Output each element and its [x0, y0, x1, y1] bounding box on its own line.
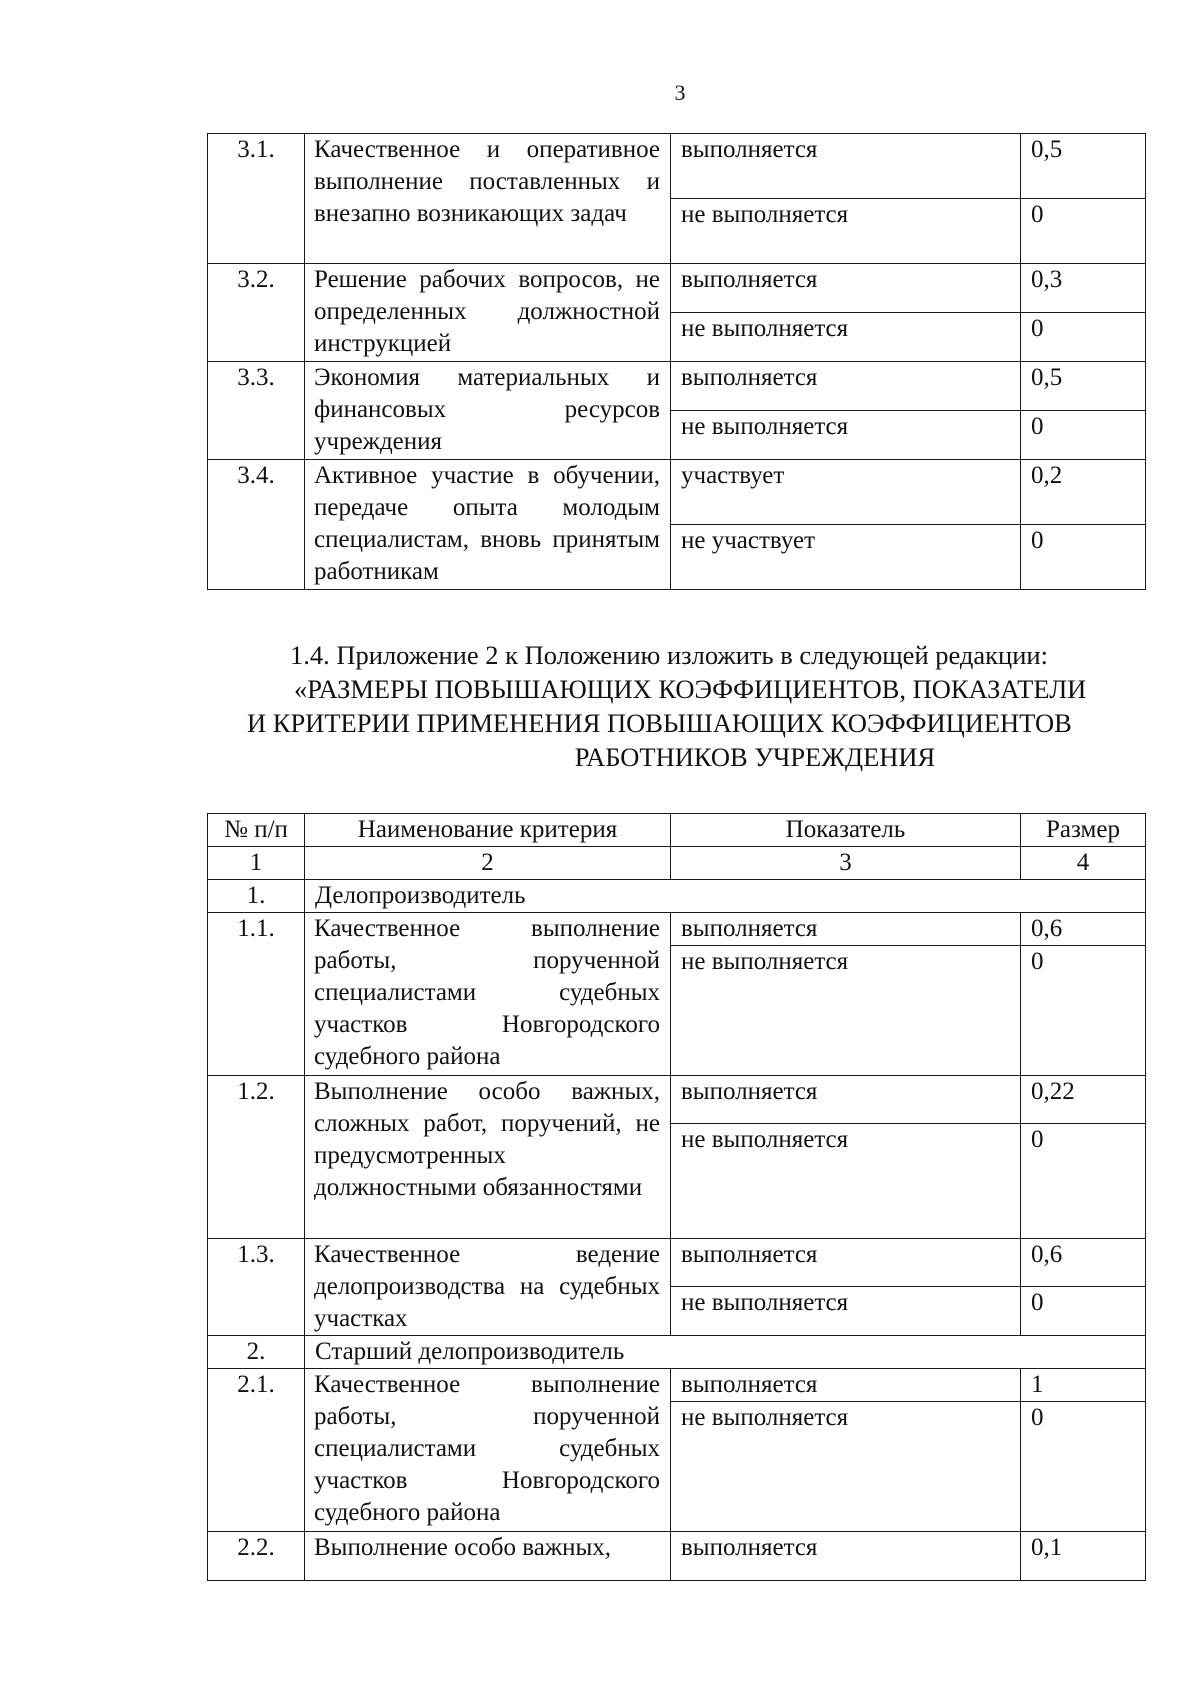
indicator-cell: выполняется	[671, 1076, 1021, 1124]
criterion-cell: Выполнение особо важных,	[305, 1532, 671, 1581]
amendment-text: 1.4. Приложение 2 к Положению изложить в следующей редакции:	[290, 640, 1048, 670]
value-cell: 0	[1021, 1402, 1146, 1532]
indicator-cell: не выполняется	[671, 1402, 1021, 1532]
row-number: 1.1.	[208, 913, 305, 1076]
indicator-cell: не выполняется	[671, 1124, 1021, 1239]
coefficients-table	[207, 813, 1146, 1581]
value-cell: 1	[1021, 1369, 1146, 1402]
indicator-cell: выполняется	[671, 1239, 1021, 1287]
indicator-cell: не выполняется	[671, 411, 1021, 460]
value-cell: 0	[1021, 946, 1146, 1076]
indicator-cell: выполняется	[671, 913, 1021, 946]
section-title	[305, 880, 1146, 913]
table-row	[208, 362, 1146, 411]
section-title-text: Старший делопроизводитель	[315, 1338, 625, 1365]
value-cell: 0,6	[1021, 913, 1146, 946]
indicator-cell: выполняется	[671, 1532, 1021, 1581]
row-number: 1.3.	[208, 1239, 305, 1336]
table-row	[208, 134, 1146, 199]
table-row	[208, 460, 1146, 525]
column-number: 1	[208, 847, 305, 880]
appendix-title-line-1: «РАЗМЕРЫ ПОВЫШАЮЩИХ КОЭФФИЦИЕНТОВ, ПОКАЗАТЕЛИ	[294, 674, 1087, 704]
table-row	[208, 1076, 1146, 1124]
indicator-cell: не выполняется	[671, 1287, 1021, 1336]
row-number: 3.3.	[208, 362, 305, 460]
criterion-cell: Качественное и оперативное выполнение поставленных и внезапно возникающих задач	[305, 134, 671, 264]
row-number: 2.2.	[208, 1532, 305, 1581]
criterion-cell: Решение рабочих вопросов, не определенных должностной инструкцией	[305, 264, 671, 362]
indicator-cell: выполняется	[671, 362, 1021, 411]
column-number: 2	[305, 847, 671, 880]
indicator-cell: не выполняется	[671, 313, 1021, 362]
criterion-cell: Качественное ведение делопроизводства на судебных участках	[305, 1239, 671, 1336]
criterion-cell: Экономия материальных и финансовых ресурсов учреждения	[305, 362, 671, 460]
section-title-text: Делопроизводитель	[315, 882, 526, 909]
indicator-cell: выполняется	[671, 264, 1021, 313]
header-row	[208, 814, 1146, 847]
row-number: 3.1.	[208, 134, 305, 264]
section-row	[208, 1336, 1146, 1369]
indicator-cell: не выполняется	[671, 946, 1021, 1076]
section-title	[305, 1336, 1146, 1369]
column-header: Наименование критерия	[305, 814, 671, 847]
value-cell: 0,2	[1021, 460, 1146, 525]
row-number: 2.1.	[208, 1369, 305, 1532]
indicator-cell: выполняется	[671, 1369, 1021, 1402]
table-row	[208, 1239, 1146, 1287]
section-row	[208, 880, 1146, 913]
table-row	[208, 1369, 1146, 1402]
value-cell: 0	[1021, 1287, 1146, 1336]
value-cell: 0	[1021, 313, 1146, 362]
appendix-title-line-3: РАБОТНИКОВ УЧРЕЖДЕНИЯ	[574, 742, 936, 772]
value-cell: 0	[1021, 411, 1146, 460]
section-number: 2.	[208, 1336, 305, 1369]
column-number-row	[208, 847, 1146, 880]
table-row	[208, 913, 1146, 946]
value-cell: 0,3	[1021, 264, 1146, 313]
table-row	[208, 264, 1146, 313]
criterion-cell: Активное участие в обучении, передаче опыта молодым специалистам, вновь принятым работникам	[305, 460, 671, 590]
indicator-cell: участвует	[671, 460, 1021, 525]
column-header: Показатель	[671, 814, 1021, 847]
value-cell: 0	[1021, 525, 1146, 590]
criterion-cell: Качественное выполнение работы, порученной специалистами судебных участков Новгородского судебного района	[305, 913, 671, 1076]
section-number: 1.	[208, 880, 305, 913]
table-row	[208, 1532, 1146, 1581]
indicator-cell: не выполняется	[671, 199, 1021, 264]
value-cell: 0,5	[1021, 362, 1146, 411]
indicator-cell: не участвует	[671, 525, 1021, 590]
row-number: 3.2.	[208, 264, 305, 362]
value-cell: 0,1	[1021, 1532, 1146, 1581]
column-number: 3	[671, 847, 1021, 880]
indicator-cell: выполняется	[671, 134, 1021, 199]
value-cell: 0,6	[1021, 1239, 1146, 1287]
value-cell: 0,22	[1021, 1076, 1146, 1124]
row-number: 1.2.	[208, 1076, 305, 1239]
row-number: 3.4.	[208, 460, 305, 590]
column-header: Размер	[1021, 814, 1146, 847]
amendment-heading	[200, 638, 1160, 774]
page-number: 3	[674, 80, 686, 105]
criterion-cell: Выполнение особо важных, сложных работ, поручений, не предусмотренных должностными обязанностями	[305, 1076, 671, 1239]
value-cell: 0	[1021, 1124, 1146, 1239]
criteria-table-continued	[207, 133, 1146, 590]
criterion-cell: Качественное выполнение работы, порученной специалистами судебных участков Новгородского судебного района	[305, 1369, 671, 1532]
column-header: № п/п	[208, 814, 305, 847]
column-number: 4	[1021, 847, 1146, 880]
value-cell: 0,5	[1021, 134, 1146, 199]
appendix-title-line-2: И КРИТЕРИИ ПРИМЕНЕНИЯ ПОВЫШАЮЩИХ КОЭФФИЦИЕНТОВ	[247, 708, 1072, 738]
value-cell: 0	[1021, 199, 1146, 264]
